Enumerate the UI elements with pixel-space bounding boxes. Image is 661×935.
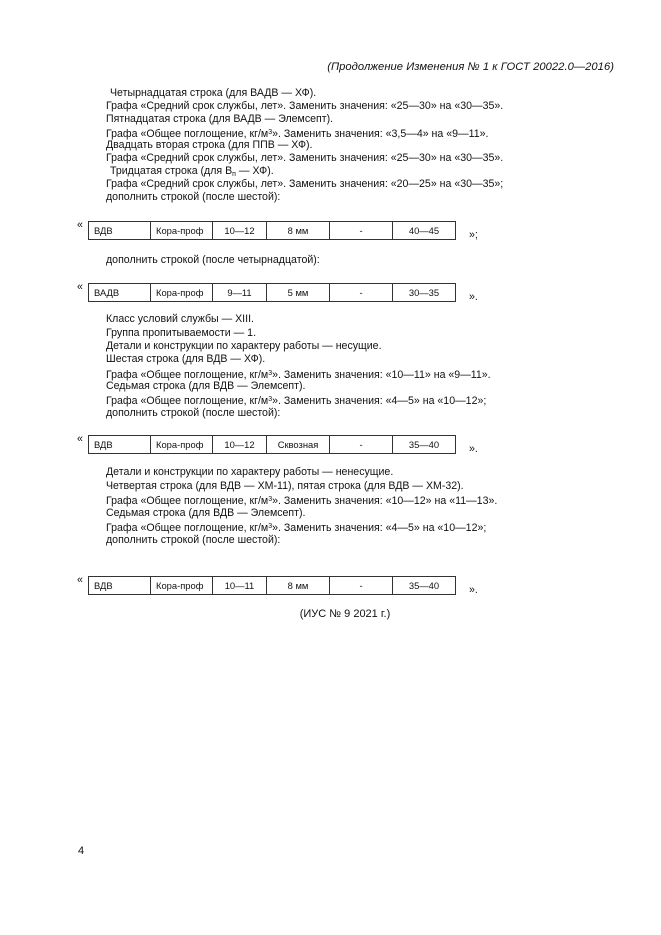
insert-row-table-2: [88, 283, 456, 302]
text-line: Седьмая строка (для ВДВ — Элемсепт).: [106, 380, 306, 392]
text-line: Двадцать вторая строка (для ППВ — ХФ).: [106, 139, 313, 151]
continuation-header: (Продолжение Изменения № 1 к ГОСТ 20022.0—2016): [327, 61, 614, 73]
text-line: Графа «Общее поглощение, $кг/м^3$». Заменить значения: «4—5» на «10—12»;: [106, 522, 487, 534]
table-cell: -: [330, 284, 393, 302]
open-quote: «: [77, 219, 83, 231]
text-line: Пятнадцатая строка (для ВАДВ — Элемсепт).: [106, 113, 334, 125]
table-cell: Кора-проф: [151, 222, 213, 240]
table-cell: Кора-проф: [151, 284, 213, 302]
table-row: [89, 577, 456, 595]
text-line: дополнить строкой (после шестой):: [106, 191, 281, 203]
table-cell: 8 мм: [267, 222, 330, 240]
text-line: дополнить строкой (после шестой):: [106, 534, 281, 546]
text-line: Класс условий службы — XIII.: [106, 313, 254, 325]
text-line: Четвертая строка (для ВДВ — ХМ-11), пятая строка (для ВДВ — ХМ-32).: [106, 480, 464, 492]
ius-reference: (ИУС № 9 2021 г.): [299, 608, 391, 620]
table-cell: 10—11: [213, 577, 267, 595]
text-line: Графа «Общее поглощение, $кг/м^3$». Заменить значения: «10—12» на «11—13».: [106, 495, 498, 507]
text-line: Четырнадцатая строка (для ВАДВ — ХФ).: [110, 87, 317, 99]
table-cell: 35—40: [393, 577, 456, 595]
text-line: Графа «Средний срок службы, лет». Заменить значения: «20—25» на «30—35»;: [106, 178, 504, 190]
table-cell: 40—45: [393, 222, 456, 240]
table-cell: ВДВ: [89, 436, 151, 454]
table-cell: ВАДВ: [89, 284, 151, 302]
table-cell: 10—12: [213, 222, 267, 240]
insert-row-table-1: [88, 221, 456, 240]
table-cell: 5 мм: [267, 284, 330, 302]
text-line: Шестая строка (для ВДВ — ХФ).: [106, 353, 266, 365]
table-row: [89, 284, 456, 302]
table-cell: Сквозная: [267, 436, 330, 454]
text-line: Седьмая строка (для ВДВ — Элемсепт).: [106, 507, 306, 519]
close-quote: ».: [469, 443, 478, 455]
text-line: Графа «Средний срок службы, лет». Заменить значения: «25—30» на «30—35».: [106, 100, 504, 112]
table-cell: 10—12: [213, 436, 267, 454]
text-line: Графа «Общее поглощение, $кг/м^3$». Заменить значения: «4—5» на «10—12»;: [106, 395, 487, 407]
text-line: дополнить строкой (после четырнадцатой):: [106, 254, 320, 266]
open-quote: «: [77, 574, 83, 586]
close-quote: ».: [469, 584, 478, 596]
text-line: Графа «Общее поглощение, $кг/м^3$». Заменить значения: «10—11» на «9—11».: [106, 369, 491, 381]
insert-row-table-3: [88, 435, 456, 454]
text-line: Графа «Средний срок службы, лет». Заменить значения: «25—30» на «30—35».: [106, 152, 504, 164]
table-row: [89, 436, 456, 454]
close-quote: ».: [469, 291, 478, 303]
table-cell: 30—35: [393, 284, 456, 302]
table-cell: 8 мм: [267, 577, 330, 595]
close-quote: »;: [469, 229, 478, 241]
text-line: Графа «Общее поглощение, $кг/м^3$». Заменить значения: «3,5—4» на «9—11».: [106, 128, 489, 140]
open-quote: «: [77, 433, 83, 445]
text-line: Детали и конструкции по характеру работы — несущие.: [106, 340, 382, 352]
table-cell: -: [330, 222, 393, 240]
table-cell: Кора-проф: [151, 436, 213, 454]
insert-row-table-4: [88, 576, 456, 595]
table-cell: Кора-проф: [151, 577, 213, 595]
table-row: [89, 222, 456, 240]
table-cell: ВДВ: [89, 577, 151, 595]
text-line: дополнить строкой (после шестой):: [106, 407, 281, 419]
table-cell: -: [330, 577, 393, 595]
text-line: Детали и конструкции по характеру работы — ненесущие.: [106, 466, 394, 478]
open-quote: «: [77, 281, 83, 293]
page-number: 4: [78, 845, 85, 857]
table-cell: 9—11: [213, 284, 267, 302]
table-cell: 35—40: [393, 436, 456, 454]
table-cell: ВДВ: [89, 222, 151, 240]
text-line: Группа пропитываемости — 1.: [106, 327, 257, 339]
text-line: Тридцатая строка (для $В_п$ — ХФ).: [110, 165, 274, 178]
table-cell: -: [330, 436, 393, 454]
